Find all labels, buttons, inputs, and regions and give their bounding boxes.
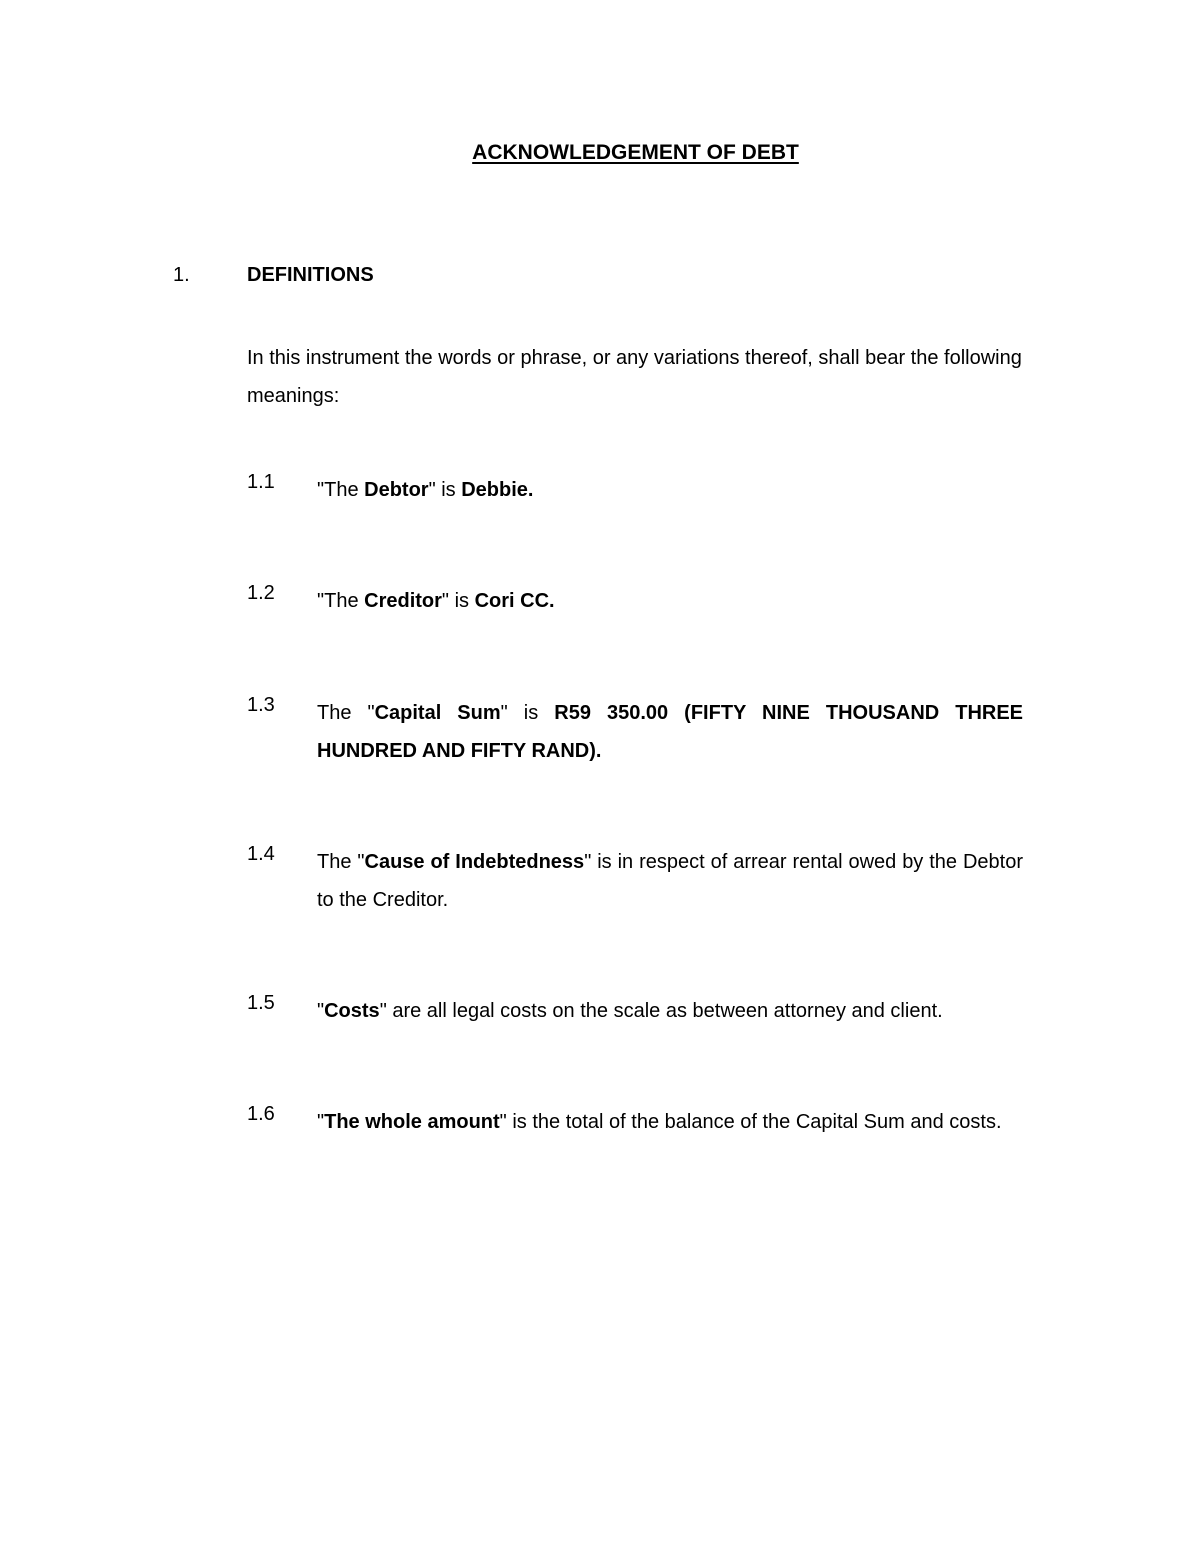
definition-term: The whole amount bbox=[324, 1111, 500, 1133]
definition-text bbox=[317, 694, 1023, 770]
definition-number: 1.3 bbox=[247, 694, 275, 716]
definition-pre: " bbox=[317, 1111, 325, 1133]
definition-term: Creditor bbox=[364, 590, 442, 612]
definition-value: Cori CC. bbox=[474, 590, 555, 612]
definition-term: Cause of Indebtedness bbox=[364, 851, 585, 873]
definition-term: Costs bbox=[324, 1000, 380, 1022]
definition-mid: " are all legal costs on the scale as between attorney and client. bbox=[379, 1000, 943, 1022]
definition-pre: The " bbox=[317, 702, 375, 724]
definition-number: 1.1 bbox=[247, 471, 275, 493]
definition-pre: " bbox=[317, 1000, 325, 1022]
definition-number: 1.5 bbox=[247, 992, 275, 1014]
definition-text bbox=[317, 582, 1023, 620]
section-number: 1. bbox=[173, 264, 190, 286]
definition-mid: " is the total of the balance of the Capital Sum and costs. bbox=[499, 1111, 1002, 1133]
definition-number: 1.4 bbox=[247, 843, 275, 865]
definition-number: 1.6 bbox=[247, 1103, 275, 1125]
document-title: ACKNOWLEDGEMENT OF DEBT bbox=[472, 141, 799, 164]
definition-mid: " is in respect of arrear rental owed by the Debtor to the Creditor. bbox=[317, 851, 1024, 911]
definition-mid: " is bbox=[428, 479, 462, 501]
definition-mid: " is bbox=[500, 702, 555, 724]
section-intro: In this instrument the words or phrase, or any variations thereof, shall bear the following meanings: bbox=[247, 347, 1022, 407]
definition-text bbox=[317, 843, 1023, 919]
definition-text bbox=[317, 471, 1023, 509]
definition-pre: "The bbox=[317, 590, 365, 612]
definition-pre: The " bbox=[317, 851, 365, 873]
definition-number: 1.2 bbox=[247, 582, 275, 604]
definition-text bbox=[317, 1103, 1023, 1141]
definition-text bbox=[317, 992, 1023, 1030]
definition-pre: "The bbox=[317, 479, 365, 501]
definition-value: Debbie. bbox=[461, 479, 534, 501]
definition-value: R59 350.00 (FIFTY NINE THOUSAND THREE HUNDRED AND FIFTY RAND). bbox=[317, 702, 1024, 762]
definition-term: Debtor bbox=[364, 479, 429, 501]
section-heading: DEFINITIONS bbox=[247, 264, 374, 286]
definition-mid: " is bbox=[441, 590, 475, 612]
definition-term: Capital Sum bbox=[374, 702, 501, 724]
